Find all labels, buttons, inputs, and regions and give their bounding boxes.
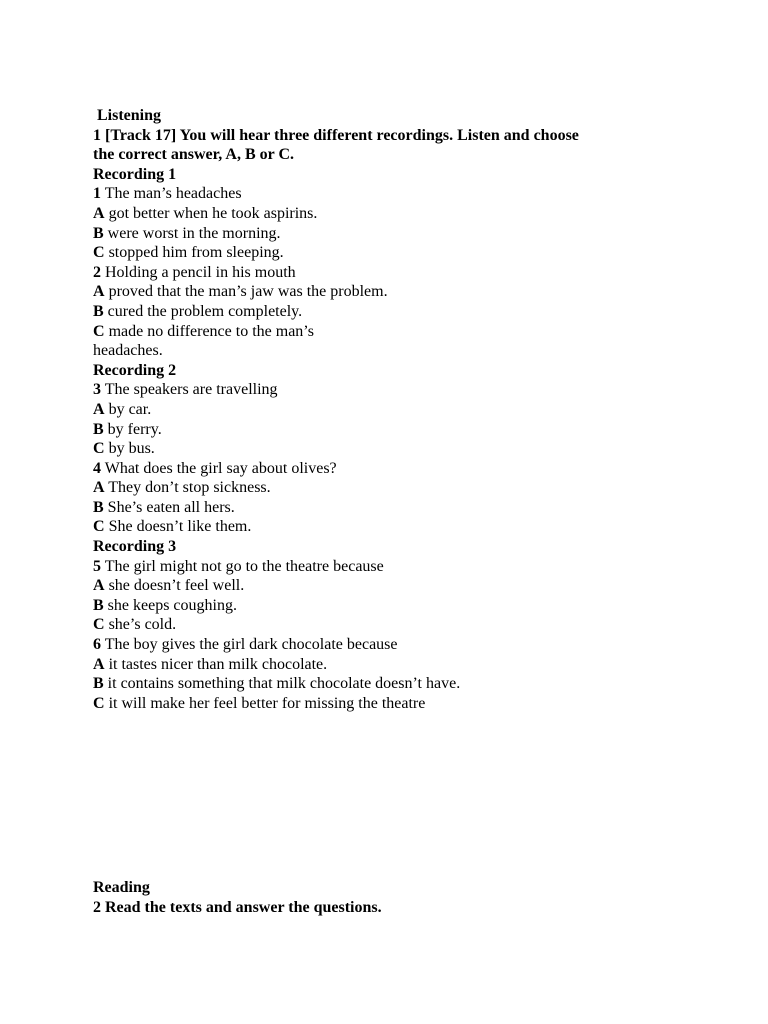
- question-1-option-b: [93, 224, 733, 244]
- question-4-option-c: [93, 517, 733, 537]
- option-text: stopped him from sleeping.: [108, 244, 284, 262]
- question-2-option-a: [93, 282, 733, 302]
- option-letter: B: [93, 498, 104, 516]
- option-text: She’s eaten all hers.: [107, 498, 235, 516]
- option-letter: A: [93, 577, 105, 595]
- listening-heading: Listening: [97, 107, 162, 124]
- recording-1-title: Recording 1: [93, 165, 177, 183]
- option-text: by bus.: [108, 440, 155, 458]
- option-letter: A: [93, 400, 105, 418]
- question-number: 2: [93, 263, 101, 281]
- option-text: it tastes nicer than milk chocolate.: [108, 655, 328, 673]
- question-6: [93, 635, 733, 655]
- reading-heading: Reading: [93, 879, 150, 896]
- question-5-option-a: [93, 576, 733, 596]
- question-1-option-c: [93, 243, 733, 263]
- question-5-option-c: [93, 615, 733, 635]
- listening-section: [93, 106, 733, 713]
- question-6-option-b: [93, 674, 733, 694]
- option-text: made no difference to the man’s: [108, 322, 314, 340]
- option-letter: A: [93, 204, 105, 222]
- option-letter: A: [93, 655, 105, 673]
- option-text: it will make her feel better for missing the theatre: [108, 694, 426, 712]
- question-3-option-b: [93, 420, 733, 440]
- question-2-option-c-continuation: headaches.: [93, 342, 163, 360]
- question-3-option-a: [93, 400, 733, 420]
- question-number: 4: [93, 459, 101, 477]
- question-6-option-c: [93, 694, 733, 714]
- option-letter: C: [93, 244, 105, 262]
- option-letter: B: [93, 596, 104, 614]
- question-5-option-b: [93, 596, 733, 616]
- option-letter: C: [93, 440, 105, 458]
- option-letter: B: [93, 420, 104, 438]
- option-text: They don’t stop sickness.: [108, 479, 271, 497]
- option-text: by ferry.: [107, 420, 162, 438]
- question-4-option-a: [93, 478, 733, 498]
- listening-instruction-line-2: the correct answer, A, B or C.: [93, 146, 294, 164]
- reading-section: [93, 878, 733, 917]
- question-4: [93, 459, 733, 479]
- question-3-option-c: [93, 439, 733, 459]
- option-text: cured the problem completely.: [107, 302, 303, 320]
- option-text: it contains something that milk chocolate doesn’t have.: [107, 675, 461, 693]
- reading-instruction: 2 Read the texts and answer the questions.: [93, 898, 382, 916]
- option-text: she’s cold.: [108, 616, 177, 634]
- question-6-option-a: [93, 655, 733, 675]
- option-text: were worst in the morning.: [107, 224, 281, 242]
- option-text: proved that the man’s jaw was the problem.: [108, 283, 388, 301]
- option-letter: C: [93, 694, 105, 712]
- question-number: 3: [93, 381, 101, 399]
- question-number: 6: [93, 636, 101, 654]
- question-2-option-b: [93, 302, 733, 322]
- question-5: [93, 557, 733, 577]
- option-letter: A: [93, 283, 105, 301]
- question-stem: The man’s headaches: [104, 185, 242, 203]
- option-text: she doesn’t feel well.: [108, 577, 245, 595]
- option-letter: B: [93, 302, 104, 320]
- question-1: [93, 184, 733, 204]
- option-letter: B: [93, 675, 104, 693]
- recording-2-title: Recording 2: [93, 361, 177, 379]
- option-letter: C: [93, 322, 105, 340]
- option-letter: B: [93, 224, 104, 242]
- option-letter: C: [93, 616, 105, 634]
- question-2: [93, 263, 733, 283]
- option-letter: A: [93, 479, 105, 497]
- question-stem: The speakers are travelling: [104, 381, 278, 399]
- option-text: got better when he took aspirins.: [108, 204, 318, 222]
- option-text: she keeps coughing.: [107, 596, 237, 614]
- question-number: 5: [93, 557, 101, 575]
- recording-3-title: Recording 3: [93, 538, 177, 556]
- option-text: by car.: [108, 400, 152, 418]
- question-2-option-c: [93, 322, 733, 342]
- question-stem: Holding a pencil in his mouth: [105, 263, 296, 281]
- question-stem: What does the girl say about olives?: [104, 459, 337, 477]
- question-stem: The girl might not go to the theatre because: [104, 557, 384, 575]
- option-letter: C: [93, 518, 105, 536]
- question-4-option-b: [93, 498, 733, 518]
- listening-instruction-line-1: 1 [Track 17] You will hear three different recordings. Listen and choose: [93, 126, 579, 144]
- question-1-option-a: [93, 204, 733, 224]
- question-stem: The boy gives the girl dark chocolate because: [104, 636, 398, 654]
- question-number: 1: [93, 185, 101, 203]
- question-3: [93, 380, 733, 400]
- option-text: She doesn’t like them.: [108, 518, 252, 536]
